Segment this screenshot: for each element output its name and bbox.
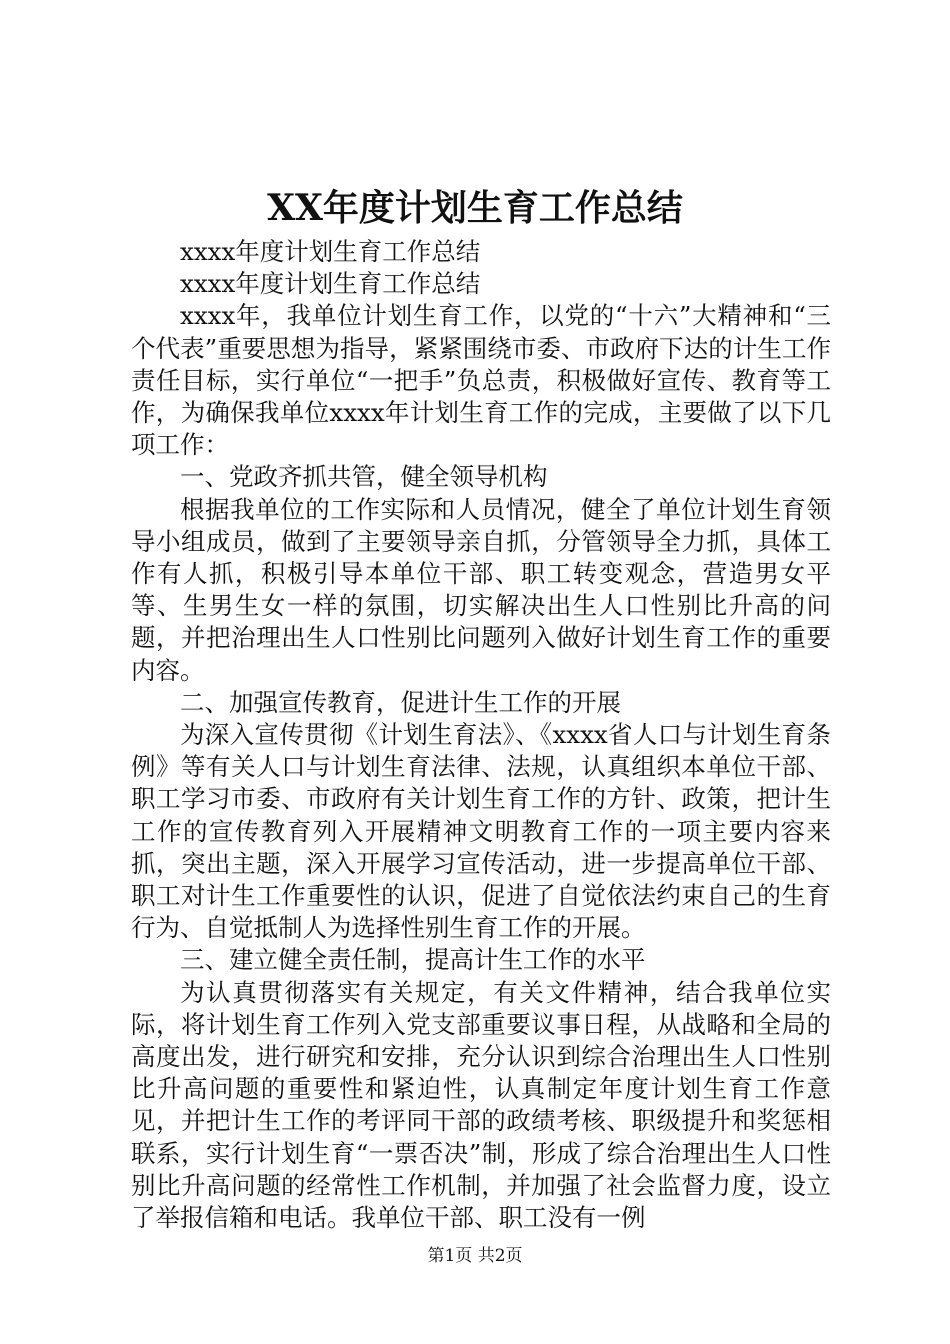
section-heading: 三、建立健全责任制，提高计生工作的水平: [180, 945, 646, 975]
document-body: [131, 236, 831, 1234]
page-footer: 第1页 共2页: [427, 1246, 523, 1266]
paragraph: xxxx年度计划生育工作总结: [180, 237, 481, 266]
paragraph: 为深入宣传贯彻《计划生育法》、《xxxx省人口与计划生育条例》等有关人口与计划生育法律、法规，认真组织本单位干部、职工学习市委、市政府有关计划生育工作的方针、政策，把计生工作的宣传教育列入开展精神文明教育工作的一项主要内容来抓，突出主题，深入开展学习宣传活动，进一步提高单位干部、职工对计生工作重要性的认识，促进了自觉依法约束自己的生育行为、自觉抵制人为选择性别生育工作的开展。: [131, 720, 831, 943]
section-heading: 二、加强宣传教育，促进计生工作的开展: [180, 687, 621, 717]
section-heading: 一、党政齐抓共管，健全领导机构: [180, 462, 548, 492]
paragraph: xxxx年度计划生育工作总结: [180, 269, 481, 299]
paragraph: 为认真贯彻落实有关规定，有关文件精神，结合我单位实际，将计划生育工作列入党支部重要议事日程，从战略和全局的高度出发，进行研究和安排，充分认识到综合治理出生人口性别比升高问题的重要性和紧迫性，认真制定年度计划生育工作意见，并把计生工作的考评同干部的政绩考核、职级提升和奖惩相联系，实行计划生育“一票否决”制，形成了综合治理出生人口性别比升高问题的经常性工作机制，并加强了社会监督力度，设立了举报信箱和电话。我单位干部、职工没有一例: [131, 977, 831, 1233]
document-title: XX年度计划生育工作总结: [267, 187, 683, 229]
paragraph: xxxx年，我单位计划生育工作，以党的“十六”大精神和“三个代表”重要思想为指导，紧紧围绕市委、市政府下达的计生工作责任目标，实行单位“一把手”负总责，积极做好宣传、教育等工作，为确保我单位xxxx年计划生育工作的完成，主要做了以下几项工作：: [131, 301, 831, 460]
paragraph: 根据我单位的工作实际和人员情况，健全了单位计划生育领导小组成员，做到了主要领导亲自抓，分管领导全力抓，具体工作有人抓，积极引导本单位干部、职工转变观念，营造男女平等、生男生女一样的氛围，切实解决出生人口性别比升高的问题，并把治理出生人口性别比问题列入做好计划生育工作的重要内容。: [131, 494, 831, 685]
